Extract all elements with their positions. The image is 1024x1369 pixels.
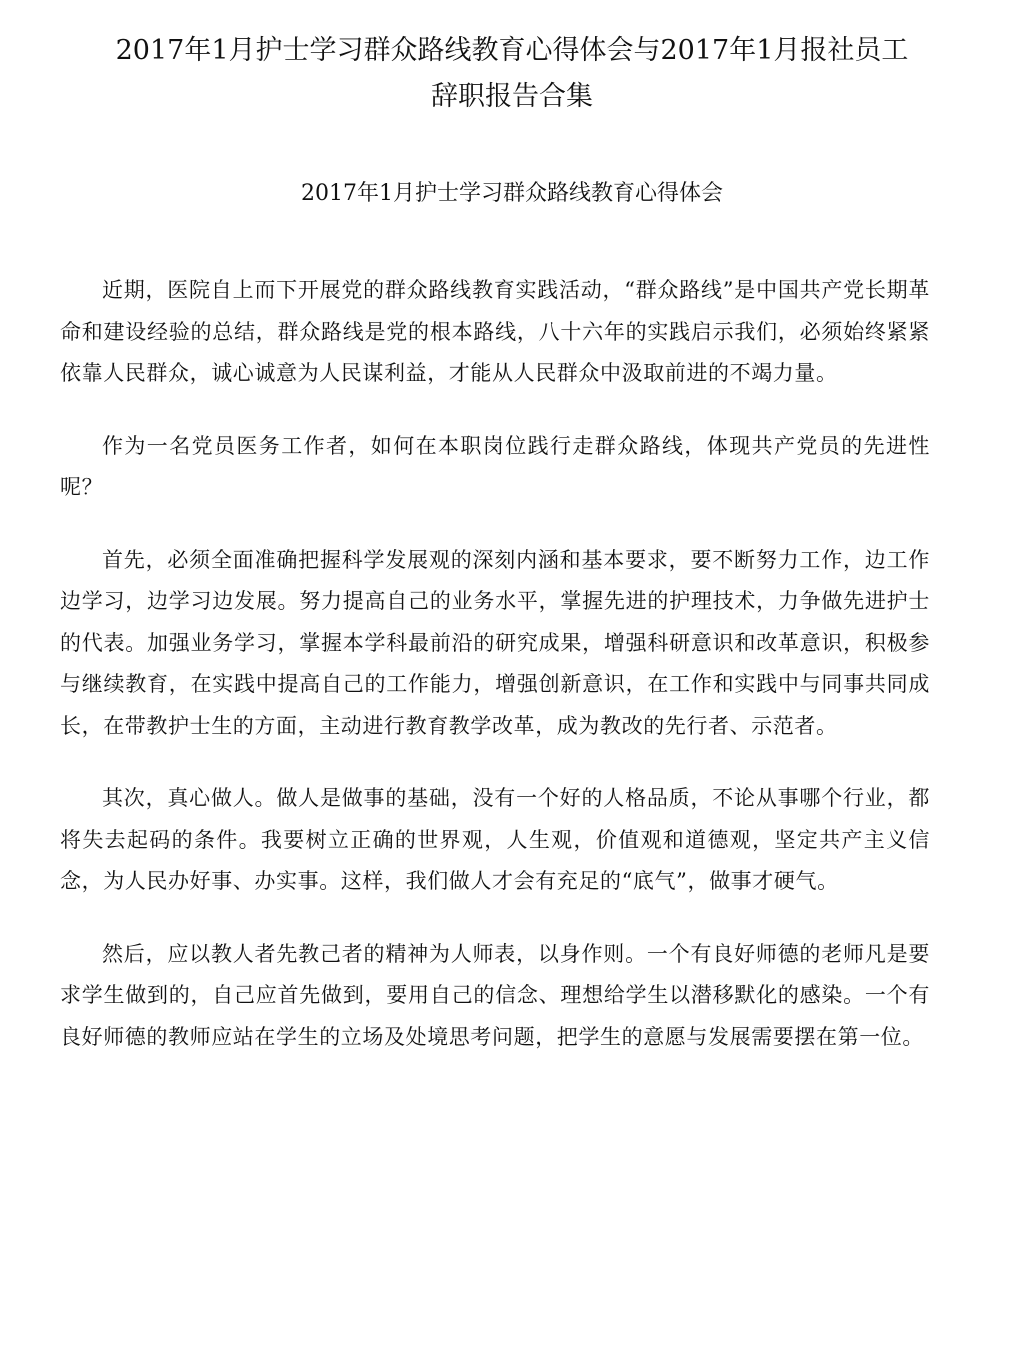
body-text <box>60 270 930 1089</box>
paragraph-1: 近期，医院自上而下开展党的群众路线教育实践活动，“群众路线”是中国共产党长期革命和建设经验的总结，群众路线是党的根本路线，八十六年的实践启示我们，必须始终紧紧依靠人民群众，诚心诚意为人民谋利益，才能从人民群众中汲取前进的不竭力量。 <box>60 278 930 385</box>
document-title-line-1: 2017年1月护士学习群众路线教育心得体会与2017年1月报社员工 <box>115 35 909 66</box>
paragraph-2: 作为一名党员医务工作者，如何在本职岗位践行走群众路线，体现共产党员的先进性呢？ <box>60 433 930 499</box>
document-title <box>80 28 944 120</box>
document-title-line-2: 辞职报告合集 <box>431 81 593 112</box>
paragraph-3: 首先，必须全面准确把握科学发展观的深刻内涵和基本要求，要不断努力工作，边工作边学习，边学习边发展。努力提高自己的业务水平，掌握先进的护理技术，力争做先进护士的代表。加强业务学习，掌握本学科最前沿的研究成果，增强科研意识和改革意识，积极参与继续教育，在实践中提高自己的工作能力，增强创新意识，在工作和实践中与同事共同成长，在带教护士生的方面，主动进行教育教学改革，成为教改的先行者、示范者。 <box>60 547 930 738</box>
paragraph-4: 其次，真心做人。做人是做事的基础，没有一个好的人格品质，不论从事哪个行业，都将失去起码的条件。我要树立正确的世界观，人生观，价值观和道德观，坚定共产主义信念，为人民办好事、办实事。这样，我们做人才会有充足的“底气”，做事才硬气。 <box>60 786 930 893</box>
paragraph-5: 然后，应以教人者先教己者的精神为人师表，以身作则。一个有良好师德的老师凡是要求学生做到的，自己应首先做到，要用自己的信念、理想给学生以潜移默化的感染。一个有良好师德的教师应站在学生的立场及处境思考问题，把学生的意愿与发展需要摆在第一位。 <box>60 941 930 1049</box>
section-title: 2017年1月护士学习群众路线教育心得体会 <box>301 181 723 206</box>
